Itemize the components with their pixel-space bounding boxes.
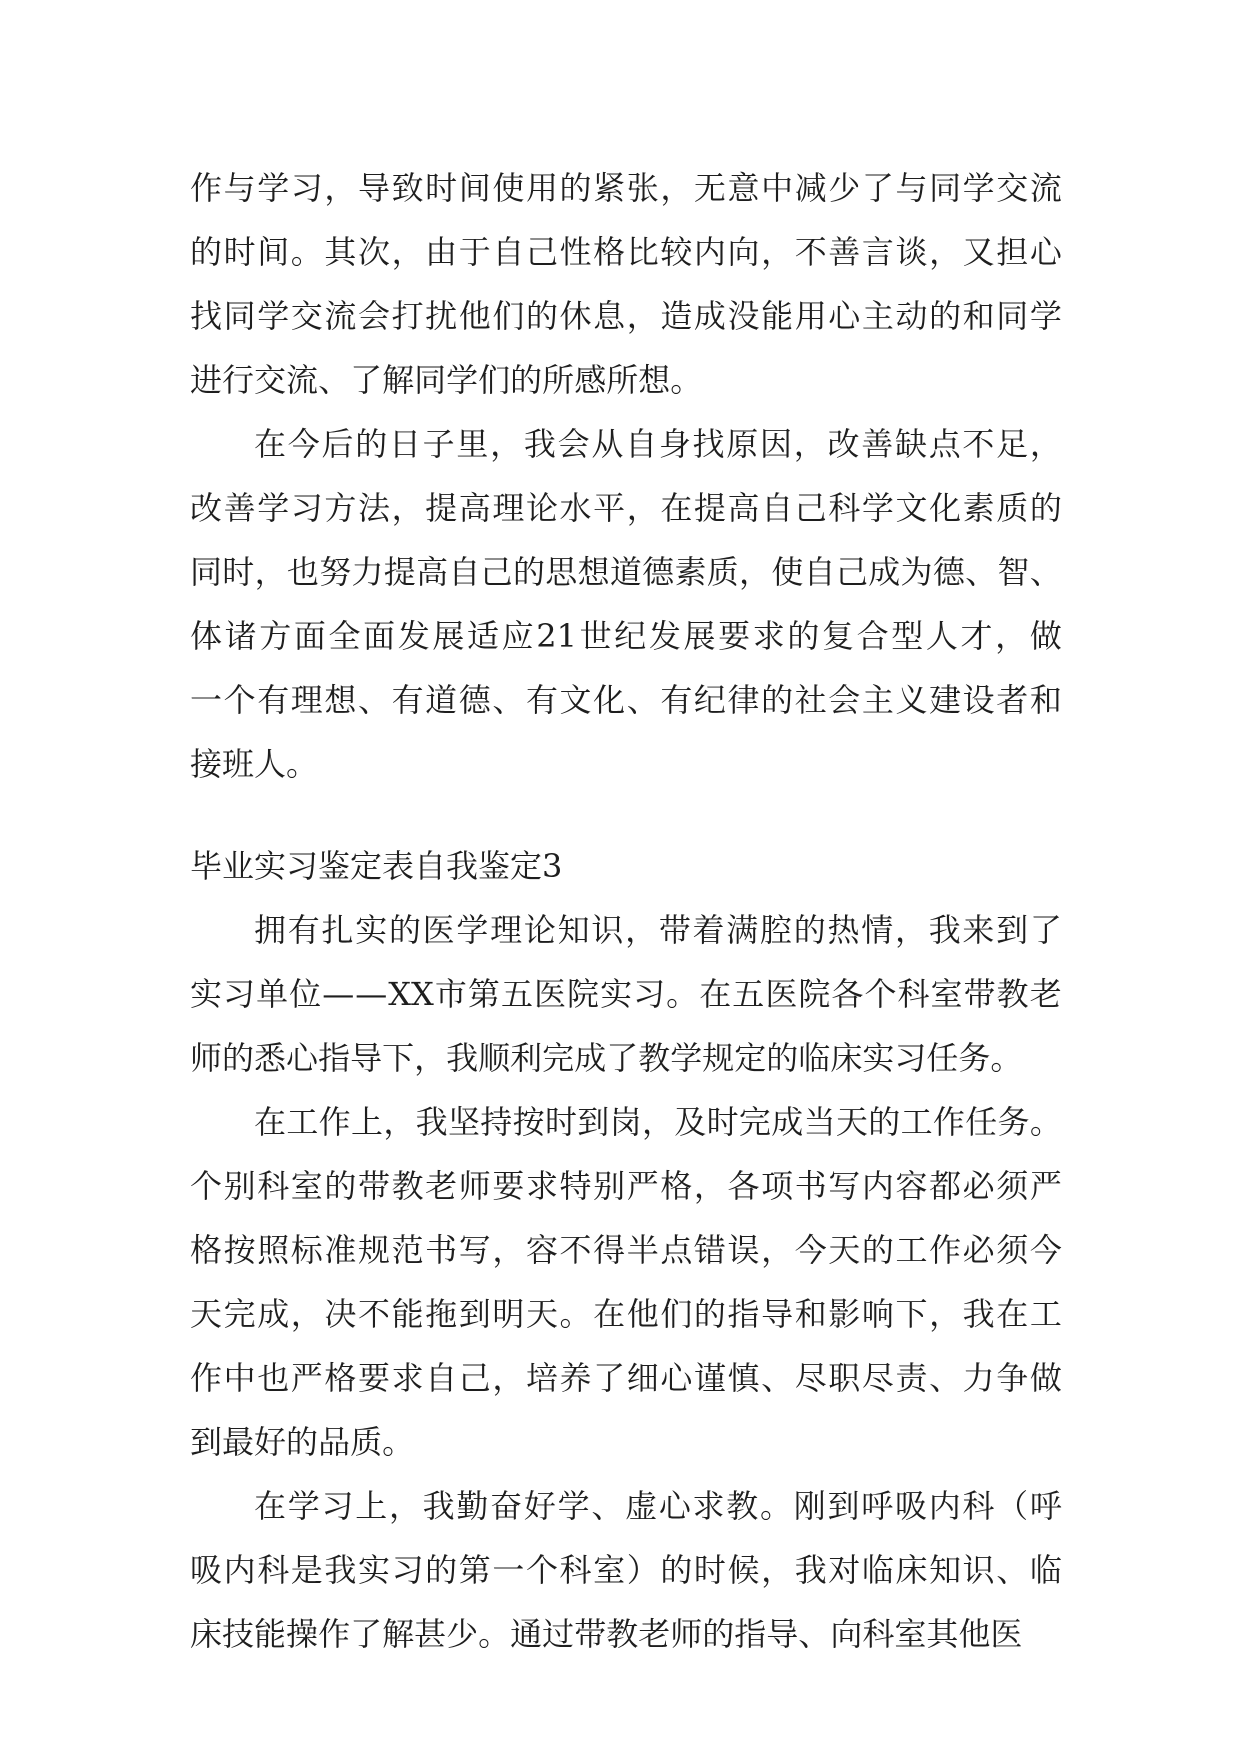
text-line: 体 诸 方 面 全 面 发 展 适 应 21 世 纪 发 展 要 求 的 复 合 型 人 才 ， 做 (190, 617, 1062, 655)
document-page (190, 156, 1062, 1666)
text-line: 个 别 科 室 的 带 教 老 师 要 求 特 别 严 格 ， 各 项 书 写 内 容 都 必 须 严 (190, 1167, 1062, 1205)
text-line: 拥 有 扎 实 的 医 学 理 论 知 识 ， 带 着 满 腔 的 热 情 ， 我 来 到 了 (254, 911, 1062, 949)
paragraph (190, 898, 1062, 1090)
text-line: 作 中 也 严 格 要 求 自 己 ， 培 养 了 细 心 谨 慎 、 尽 职 尽 责 、 力 争 做 (190, 1359, 1062, 1397)
text-line: 格 按 照 标 准 规 范 书 写 ， 容 不 得 半 点 错 误 ， 今 天 的 工 作 必 须 今 (190, 1231, 1062, 1269)
text-line: 师 的 悉 心 指 导 下 ， 我 顺 利 完 成 了 教 学 规 定 的 临 床 实 习 任 务 。 (190, 1039, 1023, 1077)
text-line: 到 最 好 的 品 质 。 (190, 1423, 415, 1461)
paragraph (190, 156, 1062, 412)
section-top (190, 156, 1062, 796)
text-line: 在 工 作 上 ， 我 坚 持 按 时 到 岗 ， 及 时 完 成 当 天 的 工 作 任 务 。 (254, 1103, 1062, 1141)
text-line: 作 与 学 习 ， 导 致 时 间 使 用 的 紧 张 ， 无 意 中 减 少 了 与 同 学 交 流 (190, 169, 1062, 207)
section-3-body (190, 898, 1062, 1666)
section-heading: 毕业实习鉴定表自我鉴定3 (190, 847, 563, 885)
text-line: 在 今 后 的 日 子 里 ， 我 会 从 自 身 找 原 因 ， 改 善 缺 点 不 足 ， (254, 425, 1062, 463)
text-line: 进 行 交 流 、 了 解 同 学 们 的 所 感 所 想 。 (190, 361, 703, 399)
text-line: 接 班 人 。 (190, 745, 319, 783)
text-line: 一 个 有 理 想 、 有 道 德 、 有 文 化 、 有 纪 律 的 社 会 主 义 建 设 者 和 (190, 681, 1062, 719)
text-line: 改 善 学 习 方 法 ， 提 高 理 论 水 平 ， 在 提 高 自 己 科 学 文 化 素 质 的 (190, 489, 1062, 527)
text-line: 实 习 单 位 — — XX 市 第 五 医 院 实 习 。 在 五 医 院 各 个 科 室 带 教 老 (190, 975, 1062, 1013)
text-line: 天 完 成 ， 决 不 能 拖 到 明 天 。 在 他 们 的 指 导 和 影 响 下 ， 我 在 工 (190, 1295, 1062, 1333)
text-line: 床 技 能 操 作 了 解 甚 少 。 通 过 带 教 老 师 的 指 导 、 向 科 室 其 他 医 (190, 1615, 1023, 1653)
text-line: 的 时 间 。 其 次 ， 由 于 自 己 性 格 比 较 内 向 ， 不 善 言 谈 ， 又 担 心 (190, 233, 1062, 271)
paragraph (190, 1090, 1062, 1474)
text-line: 吸 内 科 是 我 实 习 的 第 一 个 科 室 ） 的 时 候 ， 我 对 临 床 知 识 、 临 (190, 1551, 1062, 1589)
paragraph (190, 412, 1062, 796)
text-line: 在 学 习 上 ， 我 勤 奋 好 学 、 虚 心 求 教 。 刚 到 呼 吸 内 科 （ 呼 (254, 1487, 1062, 1525)
text-line: 找 同 学 交 流 会 打 扰 他 们 的 休 息 ， 造 成 没 能 用 心 主 动 的 和 同 学 (190, 297, 1062, 335)
paragraph (190, 1474, 1062, 1666)
text-line: 同 时 ， 也 努 力 提 高 自 己 的 思 想 道 德 素 质 ， 使 自 己 成 为 德 、 智 、 (190, 553, 1062, 591)
